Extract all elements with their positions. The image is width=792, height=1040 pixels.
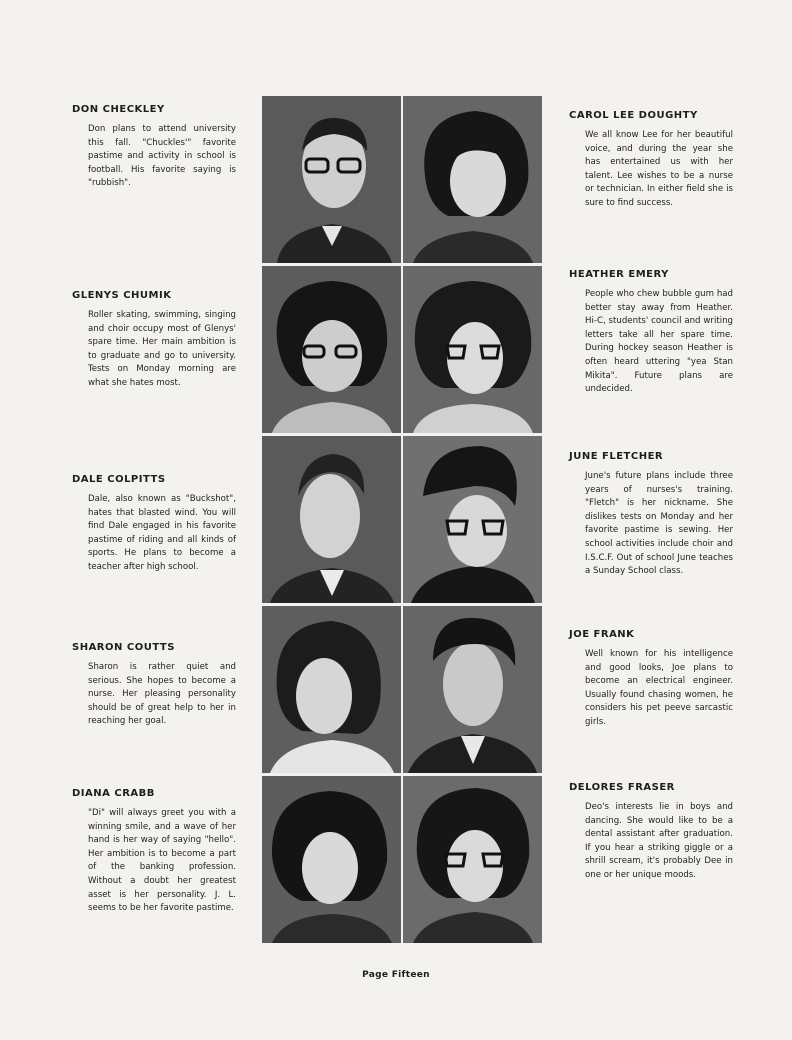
portrait-carol-lee-doughty bbox=[403, 96, 542, 263]
student-name: HEATHER EMERY bbox=[569, 269, 669, 280]
student-name: CAROL LEE DOUGHTY bbox=[569, 110, 698, 121]
student-bio: Sharon is rather quiet and serious. She hopes to become a nurse. Her pleasing personality should be of great help to her in reaching her goal. bbox=[88, 662, 236, 727]
bio-entry-right-2 bbox=[569, 269, 733, 397]
portrait-dale-colpitts bbox=[262, 436, 401, 603]
bio-entry-right-3 bbox=[569, 451, 733, 579]
student-name: DIANA CRABB bbox=[72, 788, 155, 799]
student-bio: Dale, also known as "Buckshot", hates that blasted wind. You will find Dale engaged in his favorite pastime of riding and all kinds of sports. He plans to become a teacher after high school. bbox=[88, 494, 236, 572]
student-name: DON CHECKLEY bbox=[72, 104, 165, 115]
student-bio: "Di" will always greet you with a winning smile, and a wave of her hand is her way of saying "hello". Her ambition is to become a part of the banking profession. Without a doubt her greatest asset is her personality. J. L. seems to be her favorite pastime. bbox=[88, 808, 236, 914]
portrait-delores-fraser bbox=[403, 776, 542, 943]
student-name: JOE FRANK bbox=[569, 629, 635, 640]
student-bio: Well known for his intelligence and good looks, Joe plans to become an electrical engineer. Usually found chasing women, he considers his pet peeve sarcastic girls. bbox=[585, 649, 733, 727]
bio-entry-left-4 bbox=[72, 642, 236, 729]
student-bio: People who chew bubble gum had better stay away from Heather. Hi-C, students' council and writing letters take all her spare time. During hockey season Heather is often heard uttering "yea Stan Mikita". Future plans are undecided. bbox=[585, 289, 733, 395]
student-bio: Roller skating, swimming, singing and choir occupy most of Glenys' spare time. Her main ambition is to graduate and go to university. Tests on Monday morning are what she hates most. bbox=[88, 310, 236, 388]
student-bio: We all know Lee for her beautiful voice, and during the year she has entertained us with her talent. Lee wishes to be a nurse or technician. In either field she is sure to find success. bbox=[585, 130, 733, 208]
bio-entry-left-3 bbox=[72, 474, 236, 575]
student-name: SHARON COUTTS bbox=[72, 642, 175, 653]
student-bio: Don plans to attend university this fall. "Chuckles'" favorite pastime and activity in school is football. His favorite saying is "rubbish". bbox=[88, 124, 236, 189]
portrait-joe-frank bbox=[403, 606, 542, 773]
student-name: DELORES FRASER bbox=[569, 782, 675, 793]
portrait-don-checkley bbox=[262, 96, 401, 263]
portrait-heather-emery bbox=[403, 266, 542, 433]
portrait-sharon-coutts bbox=[262, 606, 401, 773]
student-name: DALE COLPITTS bbox=[72, 474, 166, 485]
bio-entry-right-4 bbox=[569, 629, 733, 730]
portrait-glenys-chumik bbox=[262, 266, 401, 433]
bio-entry-left-2 bbox=[72, 290, 236, 391]
bio-entry-left-1 bbox=[72, 104, 236, 191]
portrait-june-fletcher bbox=[403, 436, 542, 603]
student-name: JUNE FLETCHER bbox=[569, 451, 664, 462]
bio-entry-right-5 bbox=[569, 782, 733, 883]
student-bio: June's future plans include three years of nurses's training. "Fletch" is her nickname. She dislikes tests on Monday and her favorite pastime is sewing. Her school activities include choir and I.S.C.F. Out of school June teaches a Sunday School class. bbox=[585, 471, 733, 577]
page-number: Page Fifteen bbox=[362, 970, 430, 980]
bio-entry-right-1 bbox=[569, 110, 733, 211]
student-bio: Deo's interests lie in boys and dancing. She would like to be a dental assistant after graduation. If you hear a striking giggle or a shrill scream, it's probably Dee in one or her unique moods. bbox=[585, 802, 733, 880]
student-name: GLENYS CHUMIK bbox=[72, 290, 172, 301]
portrait-diana-crabb bbox=[262, 776, 401, 943]
portrait-grid bbox=[262, 96, 542, 943]
bio-entry-left-5 bbox=[72, 788, 236, 916]
